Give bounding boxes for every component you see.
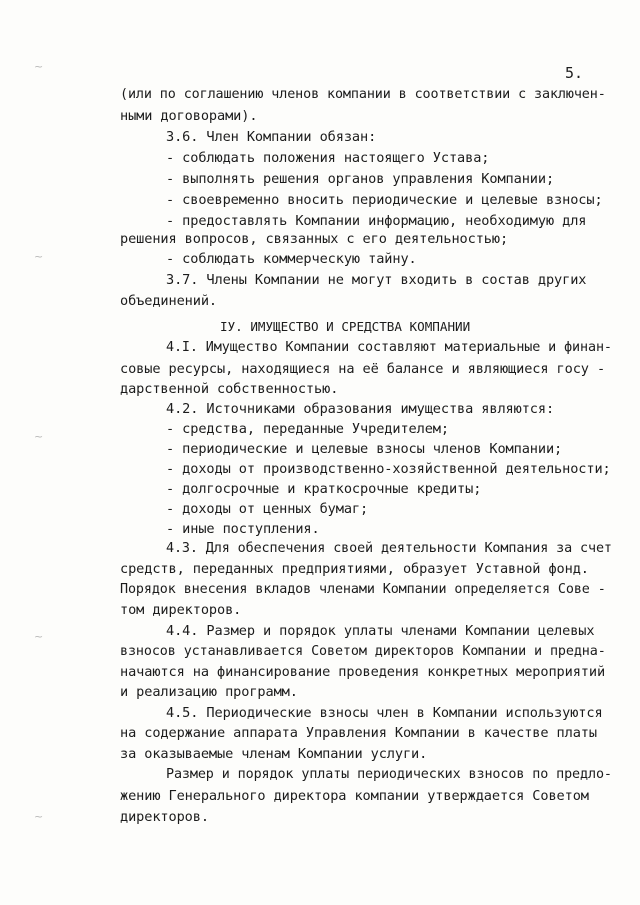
scan-mark: ~ [34, 630, 44, 643]
text-line: на содержание аппарата Управления Компании в качестве платы [120, 725, 597, 741]
text-line: Размер и порядок уплаты периодических взносов по предло- [166, 767, 612, 782]
text-line: - соблюдать положения настоящего Устава; [166, 150, 490, 166]
text-line: 4.5. Периодические взносы член в Компании используются [166, 705, 603, 721]
text-line: 3.6. Член Компании обязан: [166, 129, 377, 145]
text-line: - иные поступления. [166, 521, 320, 537]
text-line: - предоставлять Компании информацию, необходимую для [166, 213, 587, 229]
text-line: - доходы от ценных бумаг; [166, 501, 369, 517]
text-line: (или по соглашению членов компании в соответствии с заключен- [120, 87, 606, 102]
text-line: решения вопросов, связанных с его деятельностью; [120, 231, 509, 247]
scan-mark: ~ [34, 430, 44, 443]
text-line: ными договорами). [120, 108, 258, 124]
text-line: - выполнять решения органов управления Компании; [166, 171, 555, 187]
text-line: 4.I. Имущество Компании составляют материальные и финан- [166, 340, 612, 355]
scan-mark: ~ [34, 250, 44, 263]
text-line: средств, переданных предприятиями, образует Уставной фонд. [120, 561, 589, 577]
section-heading: IУ. ИМУЩЕСТВО И СРЕДСТВА КОМПАНИИ [220, 319, 471, 334]
text-line: - доходы от производственно-хозяйственной деятельности; [166, 461, 611, 477]
text-line: начаются на финансирование проведения конкретных мероприятий [120, 664, 606, 680]
text-line: объединений. [120, 293, 218, 309]
text-line: совые ресурсы, находящиеся на её балансе и являющиеся госу - [120, 361, 606, 377]
text-line: и реализацию программ. [120, 684, 298, 700]
text-line: - средства, переданные Учредителем; [166, 421, 449, 437]
text-line: - периодические и целевые взносы членов Компании; [166, 441, 563, 457]
text-line: взносов устанавливается Советом директоров Компании и предна- [120, 644, 606, 659]
text-line: директоров. [120, 809, 209, 825]
text-line: 4.3. Для обеспечения своей деятельности Компания за счет [166, 541, 612, 556]
page-number: 5. [565, 64, 584, 82]
text-line: 4.4. Размер и порядок уплаты членами Компании целевых [166, 623, 595, 639]
text-line: дарственной собственностью. [120, 381, 339, 397]
text-line: 3.7. Члены Компании не могут входить в состав других [166, 272, 587, 288]
text-line: жению Генерального директора компании утверждается Советом [120, 788, 589, 804]
text-line: 4.2. Источниками образования имущества являются: [166, 401, 555, 417]
text-line: - долгосрочные и краткосрочные кредиты; [166, 481, 482, 497]
scan-mark: ~ [34, 810, 44, 823]
scan-mark: ~ [34, 60, 44, 73]
text-line: том директоров. [120, 602, 242, 618]
text-line: - соблюдать коммерческую тайну. [166, 251, 417, 267]
text-line: за оказываемые членам Компании услуги. [120, 746, 428, 762]
text-line: Порядок внесения вкладов членами Компании определяется Сове - [120, 582, 606, 597]
text-line: - своевременно вносить периодические и целевые взносы; [166, 192, 603, 208]
